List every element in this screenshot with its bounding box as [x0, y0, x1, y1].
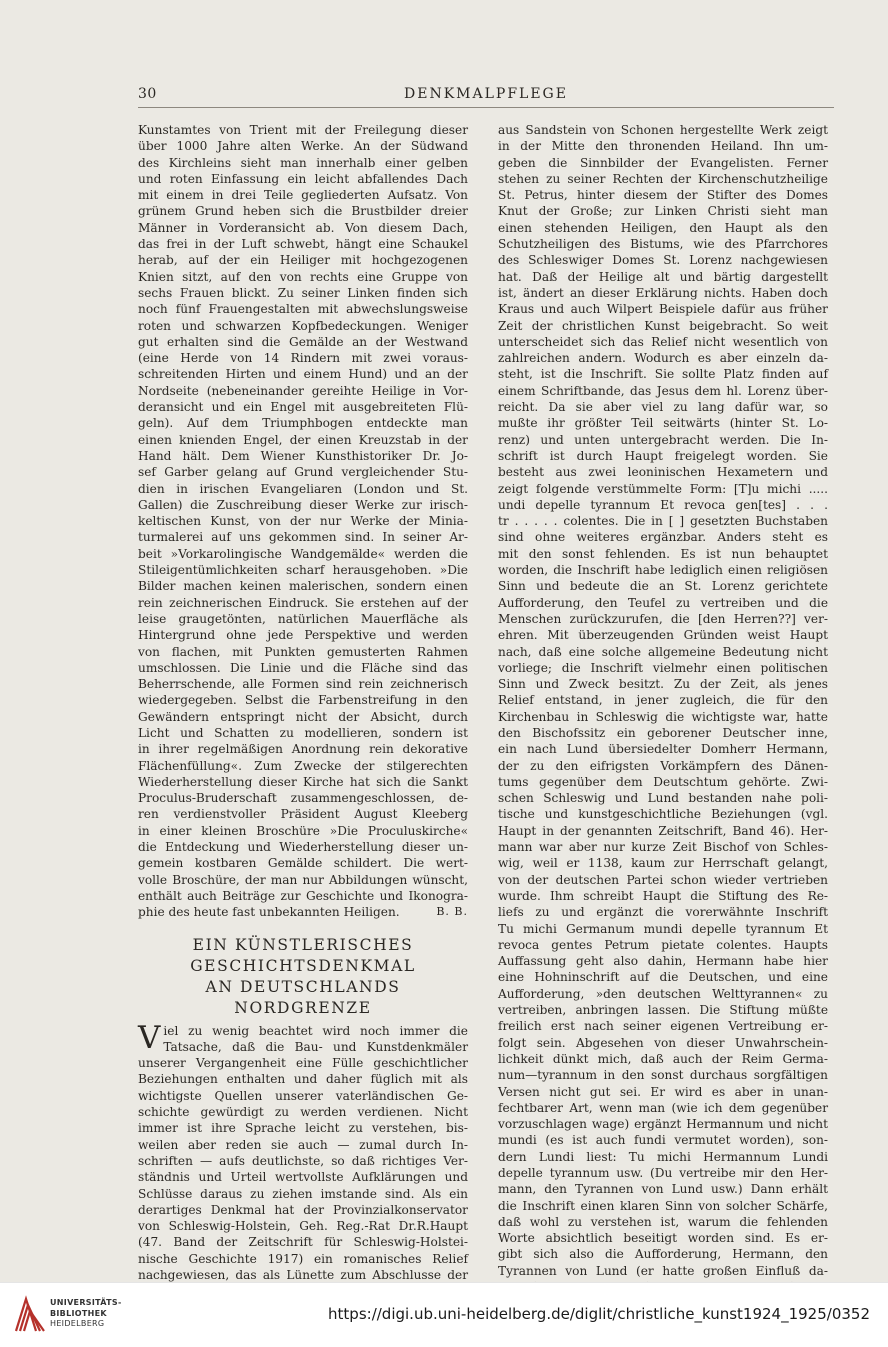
text-line: vorzuschlagen wage) ergänzt Hermannum und nicht: [498, 1117, 828, 1132]
text-line: tr . . . . . colentes. Die in [ ] gesetzten Buchstaben: [498, 514, 828, 529]
text-line: sind ohne weiteres ergänzbar. Anders steht es: [498, 530, 828, 545]
text-line: Flächenfüllung«. Zum Zwecke der stilgerechten: [138, 758, 468, 773]
text-line: Beziehungen enthalten und daher füglich mit als: [138, 1072, 468, 1087]
text-line: vorliege; die Inschrift vielmehr einen politischen: [498, 660, 828, 675]
text-line: schreitenden Hirten und einem Hund) und an der: [138, 367, 468, 382]
text-line: schrift ist durch Haupt freigelegt worden. Sie: [498, 448, 828, 463]
text-line: Versen nicht gut sei. Er wird es aber in unan-: [498, 1084, 828, 1099]
text-line: Aufforderung, den Teufel zu vertreiben und die: [498, 595, 828, 610]
text-line: Licht und Schatten zu modellieren, sondern ist: [138, 725, 468, 740]
text-line: fechtbarer Art, wenn man (wie ich dem gegenüber: [498, 1100, 828, 1115]
text-line: roten und schwarzen Kopfbedeckungen. Weniger: [138, 318, 468, 333]
text-line: sef Garber gelang auf Grund vergleichender Stu-: [138, 465, 468, 480]
text-line: das frei in der Luft schwebt, hängt eine Schaukel: [138, 237, 468, 252]
text-line: den Bischofssitz ein geborener Deutscher inne,: [498, 725, 828, 740]
text-line: Kraus und auch Wilpert Beispiele dafür aus früher: [498, 302, 828, 317]
text-line: von flachen, mit Punkten gemusterten Rahmen: [138, 644, 468, 659]
text-line: Gewändern entspringt nicht der Absicht, durch: [138, 709, 468, 724]
library-name-line-1: UNIVERSITÄTS-: [50, 1298, 122, 1307]
text-line: noch fünf Frauengestalten mit abwechslungsweise: [138, 302, 468, 317]
text-line: in der Mitte den thronenden Heiland. Ihn um-: [498, 139, 828, 154]
text-line: lichkeit dünkt mich, daß auch der Reim Germa-: [498, 1051, 828, 1066]
text-line: Aufforderung, »den deutschen Welttyrannen« zu: [498, 986, 828, 1001]
text-line: gemein kostbaren Gemälde schildert. Die wert-: [138, 856, 468, 871]
text-line: wichtigste Quellen unserer vaterländischen Ge-: [138, 1088, 468, 1103]
drop-cap: V: [138, 1019, 161, 1056]
text-line: dern Lundi liest: Tu michi Hermannum Lundi: [498, 1149, 828, 1164]
text-line: nach, daß eine solche allgemeine Bedeutung nicht: [498, 644, 828, 659]
text-line: revoca gentes Petrum pietate colentes. Haupts: [498, 937, 828, 952]
headline-line: GESCHICHTSDENKMAL: [190, 956, 416, 975]
text-line: nachgewiesen, das als Lünette zum Abschlusse der: [138, 1268, 468, 1282]
text-line: unserer Vergangenheit eine Fülle geschichtlicher: [138, 1056, 468, 1071]
header-rule: [138, 107, 834, 108]
text-line: schriften — aufs deutlichste, so daß richtiges Ver-: [138, 1153, 468, 1168]
text-line: (47. Band der Zeitschrift für Schleswig-Holstei-: [138, 1235, 468, 1250]
text-line: Proculus-Bruderschaft zusammengeschlossen, de-: [138, 791, 468, 806]
text-line: gut erhalten sind die Gemälde an der Westwand: [138, 334, 468, 349]
text-line: grünem Grund heben sich die Brustbilder dreier: [138, 204, 468, 219]
running-title: DENKMALPFLEGE: [404, 86, 568, 102]
text-line: die Entdeckung und Wiederherstellung dieser un-: [138, 840, 468, 855]
text-line: Sinn und bedeute die an St. Lorenz gerichtete: [498, 579, 828, 594]
article-body: [138, 1019, 468, 1300]
text-line: geln). Auf dem Triumphbogen entdeckte man: [138, 416, 468, 431]
text-line: einen knienden Engel, der einen Kreuzstab in der: [138, 432, 468, 447]
text-line: Worte absichtlich beseitigt worden sind. Es er-: [498, 1231, 828, 1246]
text-line: derartiges Denkmal hat der Provinzialkonservator: [138, 1202, 468, 1217]
text-line: Tu michi Germanum mundi depelle tyrannum Et: [498, 921, 828, 936]
page-header: [138, 86, 834, 104]
text-line: Nordseite (nebeneinander gereihte Heilige in Vor-: [138, 383, 468, 398]
text-line: Bilder machen keinen malerischen, sondern einen: [138, 579, 468, 594]
text-line: Haupt in der genannten Zeitschrift, Band 46). Her-: [498, 823, 828, 838]
text-line: Gallen) die Zuschreibung dieser Werke zur irisch-: [138, 497, 468, 512]
text-line: in ihrer regelmäßigen Anordnung rein dekorative: [138, 742, 468, 757]
text-line: Schlüsse daraus zu ziehen imstande sind. Als ein: [138, 1186, 468, 1201]
text-line: des Schleswiger Domes St. Lorenz nachgewiesen: [498, 253, 828, 268]
text-line: Kirchenbau in Schleswig die wichtigste war, hatte: [498, 709, 828, 724]
left-column: [138, 122, 468, 1300]
text-line: einem Schriftbande, das Jesus dem hl. Lorenz über-: [498, 383, 828, 398]
text-line: und roten Einfassung ein leicht abfallendes Dach: [138, 171, 468, 186]
text-line: vertreiben, anbringen lassen. Die Stiftung müßte: [498, 1003, 828, 1018]
text-line: mundi (es ist auch fundi vermutet worden), son-: [498, 1133, 828, 1148]
text-line: St. Petrus, hinter diesem der Stifter des Domes: [498, 188, 828, 203]
text-line: Auffassung geht also dahin, Hermann habe hier: [498, 954, 828, 969]
text-line: tische und kunstgeschichtliche Beziehungen (vgl.: [498, 807, 828, 822]
text-line: nische Geschichte 1917) ein romanisches Relief: [138, 1251, 468, 1266]
text-line: wurde. Ihm schreibt Haupt die Stiftung des Re-: [498, 888, 828, 903]
text-line: in einer kleinen Broschüre »Die Proculuskirche«: [138, 823, 468, 838]
text-line: Tatsache, daß die Bau- und Kunstdenkmäler: [163, 1039, 468, 1054]
text-line: volle Broschüre, der man nur Abbildungen wünscht,: [138, 872, 468, 887]
text-line: deransicht und ein Engel mit ausgebreiteten Flü-: [138, 400, 468, 415]
text-line: iel zu wenig beachtet wird noch immer die: [163, 1023, 468, 1038]
text-line: beit »Vorkarolingische Wandgemälde« werden die: [138, 546, 468, 561]
text-line: undi depelle tyrannum Et revoca gen[tes] . . .: [498, 497, 828, 512]
text-line: Wiederherstellung dieser Kirche hat sich die Sankt: [138, 774, 468, 789]
closing-line-text: phie des heute fast unbekannten Heiligen.: [138, 905, 400, 920]
text-line: eine Hohninschrift auf die Deutschen, und eine: [498, 970, 828, 985]
text-line: wig, weil er 1138, kaum zur Herrschaft gelangt,: [498, 856, 828, 871]
text-line: freilich erst nach seiner eigenen Vertreibung er-: [498, 1019, 828, 1034]
author-signature: B. B.: [436, 905, 468, 919]
text-line: mann, den Tyrannen von Lund usw.) Dann erhält: [498, 1182, 828, 1197]
text-line: Sinn und Zweck besitzt. Zu der Zeit, als jenes: [498, 677, 828, 692]
text-line: liefs zu und ergänzt die vorerwähnte Inschrift: [498, 905, 828, 920]
text-line: ständnis und Urteil wertvollste Aufklärungen und: [138, 1170, 468, 1185]
text-line: von Schleswig-Holstein, Geh. Reg.-Rat Dr.R.Haupt: [138, 1219, 468, 1234]
text-line: über 1000 Jahre alten Werke. An der Südwand: [138, 139, 468, 154]
text-line: geben die Sinnbilder der Evangelisten. Ferner: [498, 155, 828, 170]
text-line: stehen zu seiner Rechten der Kirchenschutzheilige: [498, 171, 828, 186]
text-line: ren verdienstvoller Präsident August Kleeberg: [138, 807, 468, 822]
text-line: die Inschrift einen klaren Sinn von solcher Schärfe,: [498, 1198, 828, 1213]
text-line: (eine Herde von 14 Rindern mit zwei voraus-: [138, 351, 468, 366]
text-line: immer ist ihre Sprache leicht zu verstehen, bis-: [138, 1121, 468, 1136]
text-line: wiedergegeben. Selbst die Farbenstreifung in den: [138, 693, 468, 708]
text-line: Tyrannen von Lund (er hatte großen Einfluß da-: [498, 1263, 828, 1278]
library-name-line-2: BIBLIOTHEK: [50, 1308, 107, 1318]
text-line: Beherrschende, alle Formen sind rein zeichnerisch: [138, 677, 468, 692]
text-line: besteht aus zwei leoninischen Hexametern und: [498, 465, 828, 480]
text-line: Zeit der christlichen Kunst beigebracht. So weit: [498, 318, 828, 333]
text-line: folgt sein. Abgesehen von dieser Unwahrschein-: [498, 1035, 828, 1050]
text-line: rein zeichnerischen Eindruck. Sie erstehen auf der: [138, 595, 468, 610]
text-line: der zu den eifrigsten Vorkämpfern des Dänen-: [498, 758, 828, 773]
text-line: hat. Daß der Heilige alt und bärtig dargestellt: [498, 269, 828, 284]
text-line: mann war aber nur kurze Zeit Bischof von Schles-: [498, 840, 828, 855]
text-line: Knien sitzt, auf den von rechts eine Gruppe von: [138, 269, 468, 284]
text-line: Kunstamtes von Trient mit der Freilegung dieser: [138, 123, 468, 137]
text-line: gibt sich also die Aufforderung, Hermann, den: [498, 1247, 828, 1262]
text-line: mit einem in drei Teile gegliederten Aufsatz. Von: [138, 188, 468, 203]
text-line: tums gegenüber dem Deutschtum gehörte. Zwi-: [498, 774, 828, 789]
viewer-footer: [0, 1282, 888, 1347]
text-line: mit den sonst fehlenden. Es ist nun behauptet: [498, 546, 828, 561]
library-name-line-3: HEIDELBERG: [50, 1319, 105, 1328]
text-line: Schutzheiligen des Bistums, wie des Pfarrchores: [498, 237, 828, 252]
library-name: [50, 1298, 122, 1330]
text-line: sechs Frauen blickt. Zu seiner Linken finden sich: [138, 285, 468, 300]
text-line: dien in irischen Evangeliaren (London und St.: [138, 481, 468, 496]
article-closing-line: [138, 904, 468, 920]
text-line: des Kirchleins sieht man innerhalb einer gelben: [138, 155, 468, 170]
article-continuation: [138, 122, 468, 904]
text-line: ehren. Mit überzeugenden Gründen weist Haupt: [498, 628, 828, 643]
text-line: von der deutschen Partei schon wieder vertrieben: [498, 872, 828, 887]
headline-line: EIN KÜNSTLERISCHES: [192, 935, 414, 954]
text-line: enthält auch Beiträge zur Geschichte und Ikonogra-: [138, 888, 468, 903]
text-line: aus Sandstein von Schonen hergestellte Werk zeigt: [498, 123, 828, 137]
text-line: zeigt folgende verstümmelte Form: [T]u michi .....: [498, 481, 828, 496]
text-line: turmalerei auf uns gekommen sind. In seiner Ar-: [138, 530, 468, 545]
text-line: daß wohl zu verstehen ist, warum die fehlenden: [498, 1214, 828, 1229]
text-line: reicht. Da sie aber viel zu lang dafür war, so: [498, 400, 828, 415]
text-line: leise graugetönten, natürlichen Mauerfläche als: [138, 611, 468, 626]
text-line: umschlossen. Die Linie und die Fläche sind das: [138, 660, 468, 675]
text-line: einen stehenden Heiligen, den Haupt als den: [498, 220, 828, 235]
text-line: Stileigentümlichkeiten scharf herausgehoben. »Die: [138, 563, 468, 578]
text-line: Hintergrund ohne jede Perspektive und werden: [138, 628, 468, 643]
headline-line: AN DEUTSCHLANDS NORDGRENZE: [205, 977, 401, 1017]
text-line: herab, auf der ein Heiliger mit hochgezogenen: [138, 253, 468, 268]
text-line: num—tyrannum in den sonst durchaus sorgfältigen: [498, 1068, 828, 1083]
text-line: Menschen zurückzurufen, die [den Herren??] ver-: [498, 611, 828, 626]
article-body-continued: [498, 122, 828, 1295]
text-line: ein nach Lund übersiedelter Domherr Hermann,: [498, 742, 828, 757]
text-line: renz) und unten untergebracht werden. Die In-: [498, 432, 828, 447]
text-line: ist, ändert an dieser Erklärung nichts. Haben doch: [498, 285, 828, 300]
permalink-url[interactable]: https://digi.ub.uni-heidelberg.de/diglit/christliche_kunst1924_1925/0352: [328, 1305, 870, 1323]
text-line: depelle tyrannum usw. (Du vertreibe mir den Her-: [498, 1166, 828, 1180]
text-line: Relief entstand, in jener zugleich, die für den: [498, 693, 828, 708]
text-line: schen Schleswig und Lund bestanden nahe poli-: [498, 791, 828, 806]
text-line: mußte ihr größter Teil seitwärts (hinter St. Lo-: [498, 416, 828, 431]
page-number: 30: [138, 86, 157, 102]
right-column: [498, 122, 828, 1295]
text-line: schichte gewürdigt zu werden verdienen. Nicht: [138, 1105, 468, 1120]
text-line: Knut der Große; zur Linken Christi sieht man: [498, 204, 828, 219]
article-headline: [138, 935, 468, 1019]
text-line: Männer in Vorderansicht ab. Von diesem Dach,: [138, 220, 468, 235]
text-line: weilen aber reden sie auch — zumal durch In-: [138, 1137, 468, 1152]
text-line: keltischen Kunst, von der nur Werke der Minia-: [138, 514, 468, 529]
text-line: steht, ist die Inschrift. Sie sollte Platz finden auf: [498, 367, 828, 382]
text-line: worden, die Inschrift habe lediglich einen religiösen: [498, 563, 828, 578]
text-line: zahlreichen andern. Wodurch es aber einzeln da-: [498, 351, 828, 366]
text-line: unterscheidet sich das Relief nicht wesentlich von: [498, 334, 828, 349]
text-line: Hand hält. Dem Wiener Kunsthistoriker Dr. Jo-: [138, 448, 468, 463]
